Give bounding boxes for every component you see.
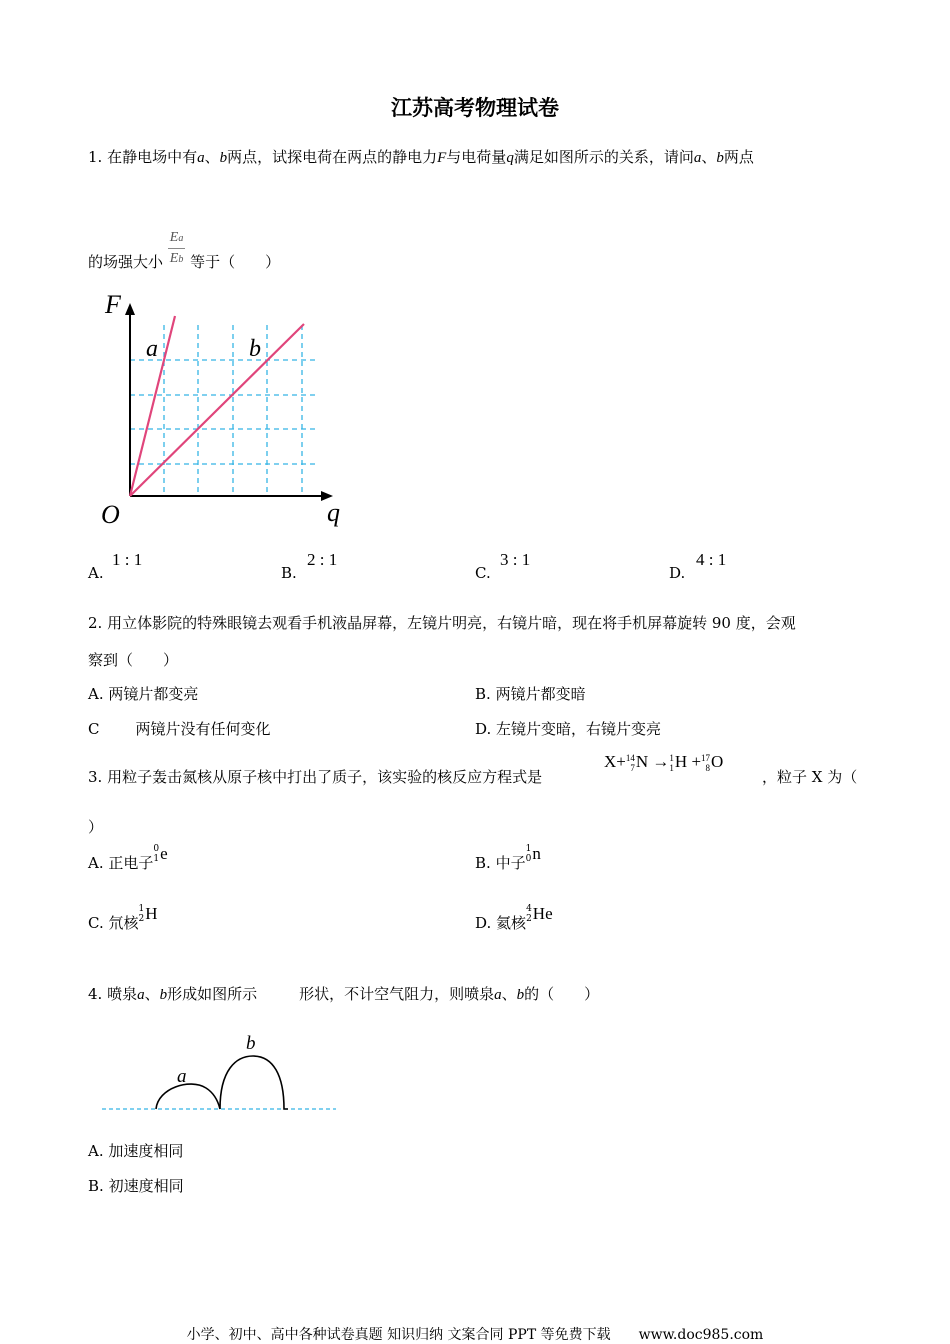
nuclide-A: 1 [138, 904, 145, 914]
q4-sep2: 、 [501, 985, 517, 1003]
fountain-a-label: a [177, 1066, 187, 1087]
nuclide-symbol: e [160, 844, 168, 863]
eq-N-Z: 7 [630, 763, 635, 774]
q1-sep: 、 [204, 148, 220, 166]
q1-var-b2: b [716, 150, 724, 166]
option-text: 正电子 [108, 854, 154, 872]
eq-O-nums [701, 753, 710, 773]
q3-equation [604, 752, 723, 773]
fountain-b-arc [220, 1056, 288, 1109]
option-text: 氘核 [108, 914, 139, 932]
frac-num: E [169, 230, 179, 245]
q4-text-post: 的（ ） [524, 985, 600, 1003]
option-letter: A. [88, 1142, 104, 1160]
option-letter: B. [88, 1177, 104, 1195]
q-label: q [327, 498, 340, 527]
q1-line2-text: 的场强大小 [88, 252, 164, 271]
q1-option-a-value: 1 : 1 [112, 550, 143, 569]
q1-var-q: q [506, 150, 514, 166]
q1-option-d[interactable] [669, 564, 685, 582]
nuclide-A: 1 [525, 844, 532, 854]
q1-text-end: 两点 [723, 148, 754, 166]
eq-H-A: 1 [669, 753, 674, 764]
q4-fountain-figure [98, 1030, 343, 1120]
q4-var-b: b [159, 987, 168, 1003]
frac-den: E [169, 251, 179, 266]
fountain-b-label: b [246, 1033, 256, 1054]
q3-option-c[interactable] [88, 904, 158, 934]
option-text: 两镜片都变暗 [495, 685, 586, 703]
q1-option-c-value: 3 : 1 [500, 550, 531, 569]
option-text: 氦核 [496, 914, 527, 932]
eq-N: N [635, 752, 649, 771]
q2-option-b[interactable] [475, 683, 586, 704]
q2-stem-line2: 察到（ ） [88, 651, 179, 669]
nuclide-symbol: n [532, 844, 541, 863]
nuclide-Z: 2 [526, 914, 532, 924]
option-letter: B. [475, 685, 491, 703]
q2-stem-line1: 2. 用立体影院的特殊眼镜去观看手机液晶屏幕，左镜片明亮，右镜片暗，现在将手机屏幕旋转 90 度，会观 [88, 614, 796, 632]
q3-stem-line2: ） [88, 818, 104, 836]
q1-graph [95, 285, 355, 530]
page-footer: 小学、初中、高中各种试卷真题 知识归纳 文案合同 PPT 等免费下载 www.doc985.com [186, 1327, 764, 1343]
option-text: 左镜片变暗，右镜片变亮 [496, 720, 662, 738]
q1-stem-line1 [88, 146, 754, 167]
q4-text: 4. 喷泉 [88, 985, 138, 1003]
nuclide-symbol: H [145, 904, 158, 923]
eq-O: O [711, 752, 724, 771]
nuclide-nums [139, 904, 145, 924]
origin-label: O [101, 500, 120, 529]
q4-sep: 、 [144, 985, 160, 1003]
eq-arrow: → [652, 752, 670, 771]
option-letter: B. [281, 564, 297, 582]
option-text: 两镜片都变亮 [108, 685, 199, 703]
option-letter: B. [475, 854, 491, 872]
option-letter: D. [669, 564, 686, 582]
nuclide-nums [526, 844, 532, 864]
q2-option-a[interactable] [88, 683, 198, 704]
option-text: 两镜片没有任何变化 [135, 720, 271, 738]
option-letter: C [88, 720, 100, 738]
frac-num-sub: a [178, 233, 184, 244]
q3-stem-line1 [88, 766, 542, 787]
q1-option-a[interactable] [88, 564, 104, 582]
nuclide-A: 4 [526, 904, 532, 914]
fountain-a-arc [156, 1084, 220, 1109]
q1-var-F: F [437, 150, 447, 166]
q4-var-a: a [137, 987, 145, 1003]
eq-N-A: 14 [625, 753, 635, 764]
q3-text: 3. 用粒子轰击氮核从原子核中打出了质子，该实验的核反应方程式是 [88, 768, 543, 786]
q1-text-mid: 两点，试探电荷在两点的静电力 [227, 148, 438, 166]
nuclide-Z: 1 [153, 854, 160, 864]
q1-option-b[interactable] [281, 564, 297, 582]
nuclide-Z: 2 [138, 914, 145, 924]
page-title: 江苏高考物理试卷 [391, 95, 559, 120]
b-label: b [249, 336, 261, 362]
q1-grid [130, 325, 317, 496]
q4-var-a2: a [494, 987, 502, 1003]
eq-H-Z: 1 [669, 763, 674, 774]
q1-var-a2: a [693, 150, 702, 166]
option-letter: C. [475, 564, 491, 582]
q3-stem-post: ，粒子 X 为（ [762, 768, 858, 786]
q1-stem-line2 [88, 204, 281, 271]
eq-O-A: 17 [701, 753, 711, 764]
q1-text-mid2: 与电荷量 [446, 148, 507, 166]
q1-text-post: 满足如图所示的关系，请问 [513, 148, 694, 166]
q3-option-b[interactable] [475, 844, 541, 874]
nuclide-nums [153, 844, 159, 864]
q2-option-d[interactable] [475, 718, 661, 739]
q1-line2-post: 等于（ ） [190, 252, 281, 271]
q1-option-d-value: 4 : 1 [696, 550, 727, 569]
eq-plus: + [616, 752, 626, 771]
nuclide-Z: 0 [525, 854, 532, 864]
option-text: 中子 [495, 854, 526, 872]
option-letter: A. [88, 854, 104, 872]
eq-H: H [674, 752, 688, 771]
q3-option-d[interactable] [475, 904, 553, 934]
q1-var-a: a [197, 150, 205, 166]
eq-X: X [604, 752, 617, 771]
q1-text: 1. 在静电场中有 [88, 148, 198, 166]
q1-option-c[interactable] [475, 564, 491, 582]
q3-option-a[interactable] [88, 844, 168, 874]
q4-option-b[interactable] [88, 1175, 184, 1196]
nuclide-symbol: He [532, 904, 553, 923]
option-letter: A. [88, 564, 104, 582]
eq-H-nums [669, 753, 674, 773]
a-label: a [146, 336, 158, 362]
option-letter: C. [88, 914, 104, 932]
option-text: 初速度相同 [108, 1177, 184, 1195]
q4-option-a[interactable] [88, 1140, 183, 1161]
nuclide-nums [526, 904, 532, 924]
q1-fraction [168, 230, 186, 267]
q4-text-mid2: 形状，不计空气阻力，则喷泉 [299, 985, 495, 1003]
q4-stem [88, 983, 599, 1004]
eq-plus2: + [691, 752, 702, 771]
eq-N-nums [626, 753, 635, 773]
F-label: F [105, 290, 121, 319]
option-text: 加速度相同 [108, 1142, 184, 1160]
nuclide-A: 0 [153, 844, 160, 854]
option-letter: D. [475, 914, 492, 932]
option-letter: A. [88, 685, 104, 703]
q1-option-b-value: 2 : 1 [307, 550, 338, 569]
q4-var-b2: b [516, 987, 525, 1003]
q1-var-b: b [219, 150, 228, 166]
q1-sep2: 、 [701, 148, 717, 166]
eq-O-Z: 8 [705, 763, 711, 774]
frac-den-sub: b [178, 254, 184, 265]
F-axis-arrow [125, 303, 135, 315]
q4-text-mid: 形成如图所示 [167, 985, 258, 1003]
q2-option-c[interactable] [88, 718, 271, 739]
option-letter: D. [475, 720, 492, 738]
